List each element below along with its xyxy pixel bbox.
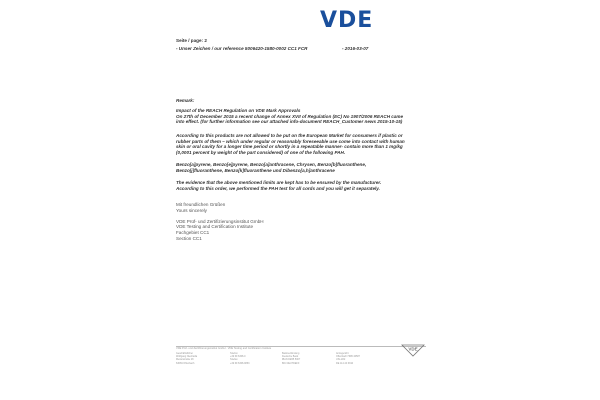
footer-text: +49 69 6308-9863 (230, 361, 250, 365)
section-en: Section CC1 (176, 235, 202, 241)
footer-text: IBAN DE55 5007 (282, 358, 301, 362)
remark-title: Remark: (176, 98, 195, 103)
footer-column (336, 352, 360, 365)
footer-text: Bankverbindung (282, 352, 300, 355)
footer-text: Deutsche Bank (282, 355, 299, 359)
footer-text: Offenbach HRB 40587 (336, 355, 361, 359)
certification-seal-icon (400, 342, 426, 357)
seal-label: VDE (408, 346, 418, 352)
footer-caption: VDE Prüf- und Zertifizierungsinstitut GmbH · VDE Testing and Certification Institute (176, 347, 272, 350)
footer-text: Telefon (230, 352, 238, 355)
closing-greeting-en: Yours sincerely (176, 207, 207, 213)
pah-limit-line: (0,0001 percent by weight of the part considered) of one of the following PAH. (176, 149, 346, 155)
pah-list-paragraph (176, 162, 426, 173)
footer-text: BIC DEUTDEFF (282, 361, 300, 365)
page-label: Seite / page: (176, 38, 204, 43)
reference-date: - 2016-03-07 (342, 46, 369, 51)
institute-name-de: VDE Prüf- und Zertifizierungsinstitut GmbH (176, 218, 264, 224)
footer-text: Telefax (230, 358, 238, 362)
footer-text: USt-IdNr. (336, 358, 346, 362)
footer-text: Wolfgang Niedziella (176, 355, 198, 359)
reach-line: On 27th of December 2015 a recent change of Annex XVII of Regulation (EC) No 1907/2006 REACH came (176, 113, 404, 119)
remark-section (176, 98, 426, 104)
reference-line: - Unser Zeichen / our reference 5006420-1580-0002 CC1 FCR (176, 46, 308, 51)
vde-logo: VDE (320, 8, 374, 33)
footer-text: DE 114 24 6910 (336, 361, 354, 365)
pah-limit-paragraph (176, 133, 426, 155)
footer-text: Geschäftsführer (176, 352, 194, 355)
evidence-line: The evidence that the above mentioned limits are kept has to be ensured by the manufacturer. (176, 180, 382, 185)
pah-list-line: Benzo[a]pyrene, Benzo[e]pyrene, Benzo[a]anthracene, Chrysen, Benzo[b]fluoranthene, (176, 162, 367, 167)
footer-text: Amtsgericht (336, 352, 349, 355)
footer-column (230, 352, 249, 365)
pah-limit-line: skin or oral cavity for a longer time period or shortly in a repeatable manner- contain more than 1 mg/kg (176, 144, 403, 150)
pah-limit-line: According to this products are not allowed to be put on the European Market for consumers if plastic or (176, 133, 403, 138)
reach-title: Impact of the REACH Regulation on VDE Mark Approvals (176, 108, 301, 113)
reach-line: into effect. (for further information see our attached info-document REACH_Customer news 2015-10-15) (176, 119, 403, 125)
footer-column (176, 352, 197, 365)
reach-paragraph (176, 108, 426, 125)
institute-name-en: VDE Testing and Certification Institute (176, 224, 254, 230)
footer-text: Merianstraße 28 (176, 358, 194, 362)
closing-greeting-de: Mit freundlichen Grüßen (176, 202, 226, 207)
pah-limit-line: rubber parts of them – which under regular or reasonably foreseeable use come into contact with human (176, 138, 405, 144)
page-number: 2 (204, 38, 207, 43)
page-indicator (176, 38, 207, 44)
pah-list-line: Benzo[j]fluoranthene, Benzo[k]fluoranthene und Dibenzo[a,h]anthracene (176, 167, 335, 173)
footer-text: +49 69 6308-0 (230, 355, 246, 359)
evidence-paragraph (176, 180, 426, 191)
footer-text: 63069 Offenbach (176, 361, 195, 365)
footer-column (282, 352, 300, 365)
section-de: Fachgebiet CC1 (176, 229, 210, 235)
closing-block (176, 202, 264, 241)
evidence-line: According to this order, we performed the PAH test for all cords and you will get it separately. (176, 185, 380, 191)
